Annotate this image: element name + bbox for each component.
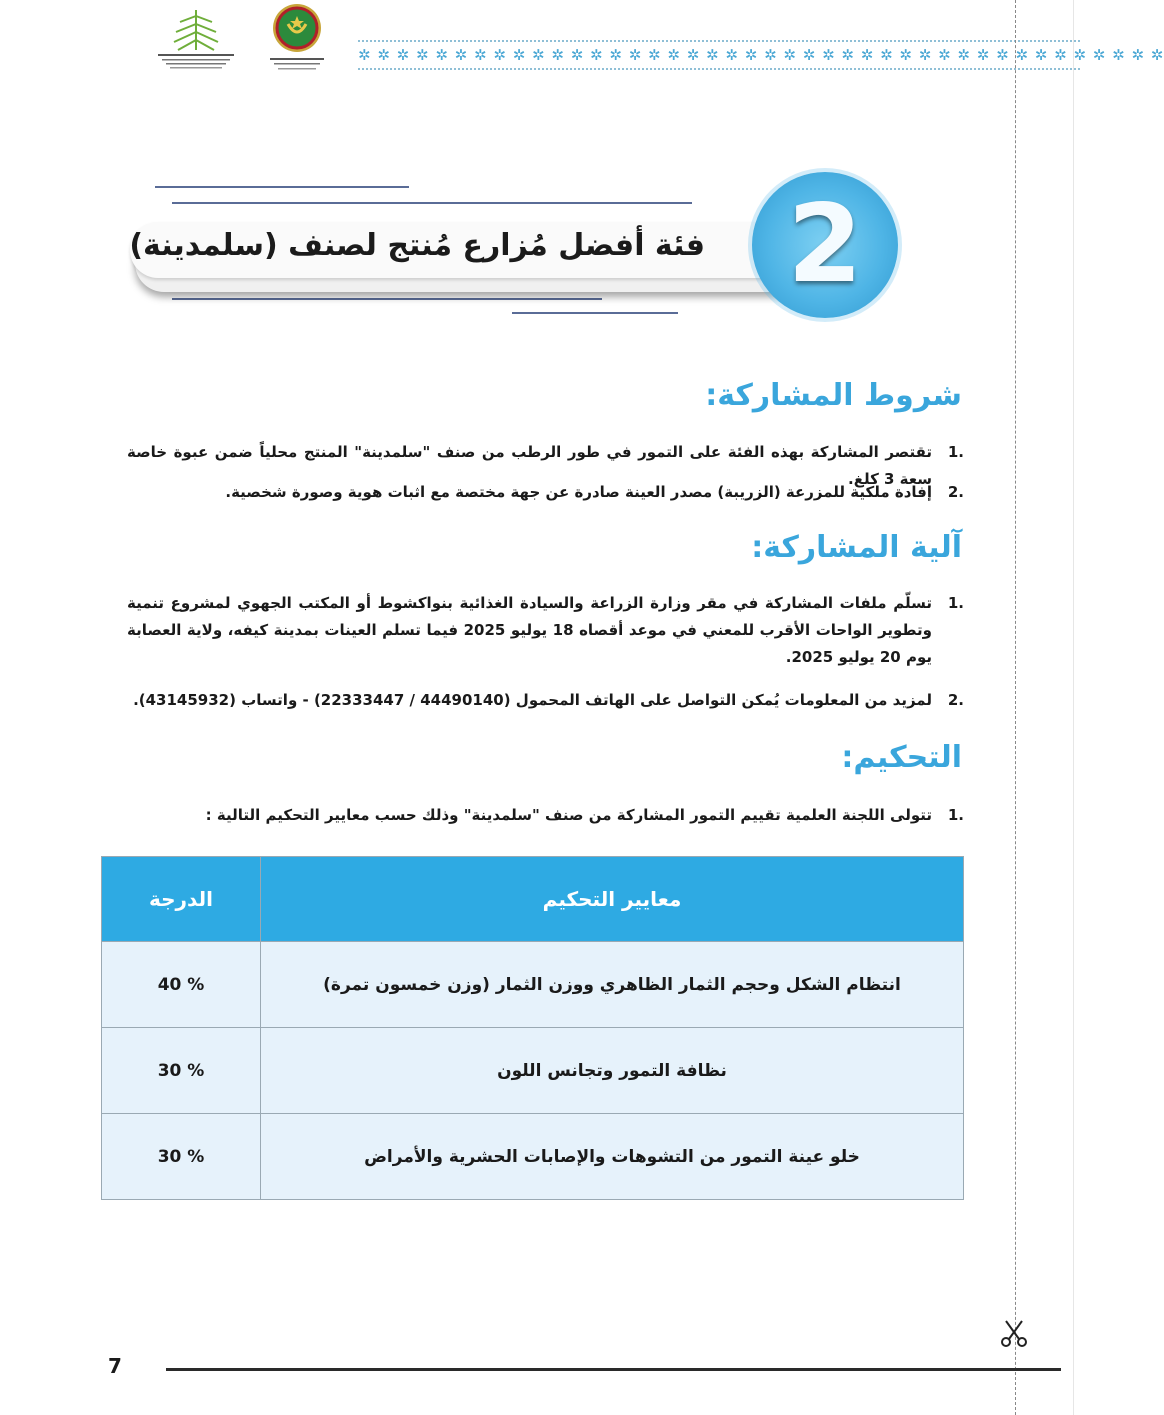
table-header-row xyxy=(102,857,964,942)
category-title: فئة أفضل مُزارع مُنتج لصنف (سلمدينة) xyxy=(129,228,705,263)
list-item-text: تسلّم ملفات المشاركة في مقر وزارة الزراعة والسيادة الغذائية بنواكشوط أو المكتب الجهوي لمشروع تنمية وتطوير الواحات الأقرب للمعني في موعد أقصاه 18 يوليو 2025 فيما تسلم العينات بمدينة كيفه، ولاية العصابة يوم 20 يوليو 2025. xyxy=(127,594,933,666)
grade-cell: 30 % xyxy=(102,1114,261,1200)
criteria-cell: انتظام الشكل وحجم الثمار الظاهري ووزن الثمار (وزن خمسون تمرة) xyxy=(261,942,964,1028)
list-item-number: 1. xyxy=(947,594,964,612)
banner-deco-line xyxy=(155,186,409,188)
section-heading-conditions: شروط المشاركة: xyxy=(705,378,962,413)
list-item xyxy=(127,802,962,829)
criteria-table xyxy=(101,856,964,1200)
page-edge-line xyxy=(1073,0,1074,1415)
grade-header: الدرجة xyxy=(102,857,261,942)
list-item-text: إفادة ملكية للمزرعة (الزريبة) مصدر العينة صادرة عن جهة مختصة مع اثبات هوية وصورة شخصية. xyxy=(225,483,932,501)
list-item xyxy=(127,479,962,506)
scissors-icon xyxy=(998,1318,1030,1350)
category-number: 2 xyxy=(787,182,863,307)
list-item-number: 2. xyxy=(947,483,964,501)
footer-rule xyxy=(166,1368,1061,1371)
section-heading-judging: التحكيم: xyxy=(841,740,962,775)
list-item-number: 1. xyxy=(947,806,964,824)
decorative-star-border: ✲ ✲ ✲ ✲ ✲ ✲ ✲ ✲ ✲ ✲ ✲ ✲ ✲ ✲ ✲ ✲ ✲ ✲ ✲ ✲ ✲ ✲ ✲ ✲ ✲ ✲ ✲ ✲ ✲ ✲ ✲ ✲ ✲ ✲ ✲ ✲ ✲ ✲ ✲ ✲ ✲ ✲ xyxy=(358,40,1080,70)
grade-cell: 30 % xyxy=(102,1028,261,1114)
list-item-text: لمزيد من المعلومات يُمكن التواصل على الهاتف المحمول (44490140 / 22333447) - واتساب (43145932). xyxy=(133,691,932,709)
list-item xyxy=(127,687,962,714)
list-item-text: تتولى اللجنة العلمية تقييم التمور المشاركة من صنف "سلمدينة" وذلك حسب معايير التحكيم التالية : xyxy=(205,806,932,824)
page-number: 7 xyxy=(108,1354,122,1378)
table-row xyxy=(102,1028,964,1114)
list-item xyxy=(127,590,962,671)
criteria-header: معايير التحكيم xyxy=(261,857,964,942)
mauritania-ministry-seal xyxy=(262,2,332,74)
criteria-cell: خلو عينة التمور من التشوهات والإصابات الحشرية والأمراض xyxy=(261,1114,964,1200)
table-row xyxy=(102,942,964,1028)
section-heading-mechanism: آلية المشاركة: xyxy=(751,530,962,565)
list-item-text: تقتصر المشاركة بهذه الفئة على التمور في طور الرطب من صنف "سلمدينة" المنتج محلياً ضمن عبوة خاصة سعة 3 كلغ. xyxy=(127,443,932,488)
banner-deco-line xyxy=(172,202,692,204)
table-row xyxy=(102,1114,964,1200)
palm-logo xyxy=(150,2,242,72)
banner-deco-line xyxy=(172,298,602,300)
list-item-number: 1. xyxy=(947,443,964,461)
fold-guide-line xyxy=(1015,0,1016,1415)
grade-cell: 40 % xyxy=(102,942,261,1028)
criteria-cell: نظافة التمور وتجانس اللون xyxy=(261,1028,964,1114)
list-item-number: 2. xyxy=(947,691,964,709)
banner-deco-line xyxy=(512,312,678,314)
